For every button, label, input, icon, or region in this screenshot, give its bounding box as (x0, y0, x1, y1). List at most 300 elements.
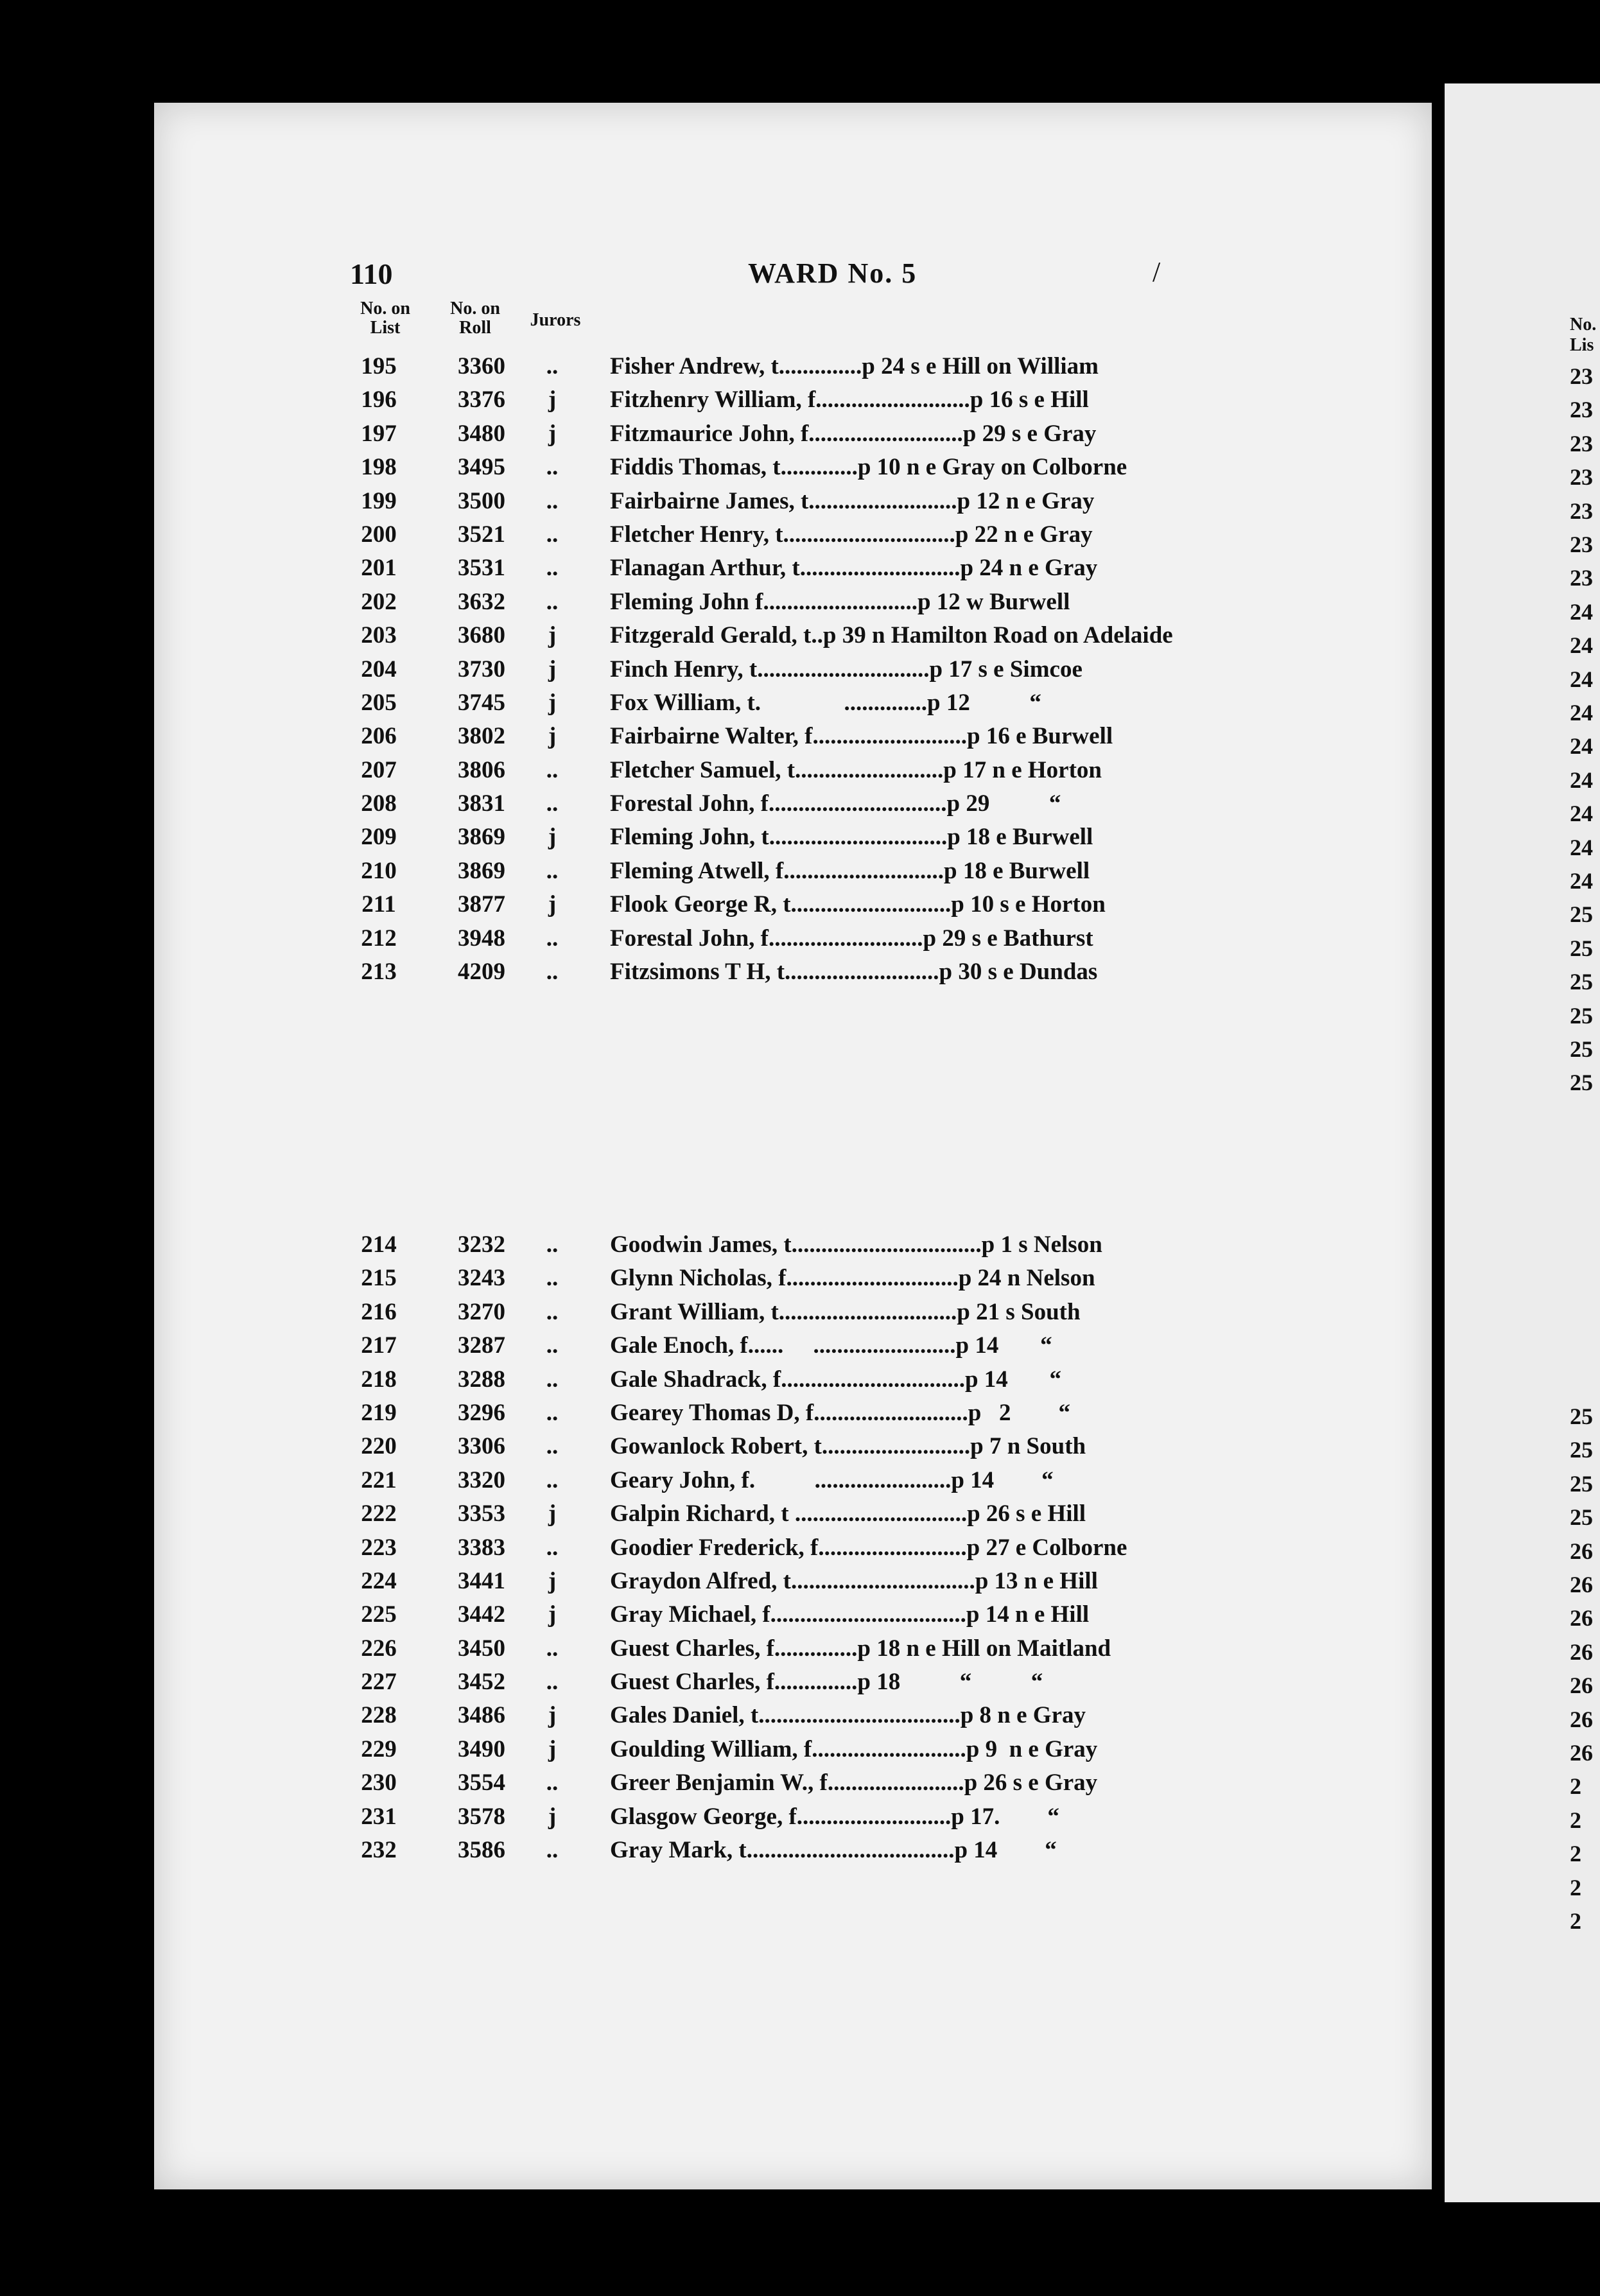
facing-page-number: 25 (1570, 1437, 1593, 1463)
list-entry-row (350, 855, 1294, 888)
juror-mark-value: .. (546, 555, 559, 582)
juror-mark (533, 754, 571, 787)
list-entry-row (350, 1497, 1294, 1531)
juror-mark-value: j (548, 420, 557, 447)
roll-number (446, 1733, 517, 1766)
list-number (350, 1363, 408, 1396)
facing-page-number: 26 (1570, 1572, 1593, 1597)
entry-text-value: Greer Benjamin W., f.......................p 26 s e Gray (610, 1770, 1098, 1796)
juror-mark-value: .. (546, 1399, 559, 1426)
list-entry-row (350, 1430, 1294, 1463)
list-number (350, 787, 408, 821)
roll-number-value: 3869 (458, 857, 505, 884)
entry-text (610, 1464, 1291, 1497)
list-entry-row (350, 586, 1294, 619)
list-number (350, 1733, 408, 1766)
juror-mark (533, 653, 571, 686)
roll-number-value: 3877 (458, 891, 505, 918)
juror-mark (533, 1531, 571, 1565)
juror-mark-value: .. (546, 756, 559, 783)
roll-number (446, 1766, 517, 1800)
roll-number-value: 3948 (458, 925, 505, 952)
entry-text (610, 1598, 1291, 1631)
list-entry-row (350, 1531, 1294, 1565)
entry-text (610, 754, 1291, 787)
page-title: WARD No. 5 (748, 257, 917, 289)
roll-number (446, 1598, 517, 1631)
juror-mark-value: j (548, 1702, 557, 1729)
entry-text (610, 1531, 1291, 1565)
facing-page-number: 25 (1570, 935, 1593, 961)
facing-page-number: 25 (1570, 1036, 1593, 1062)
facing-page-number: 23 (1570, 532, 1593, 557)
roll-number-value: 4209 (458, 959, 505, 986)
header-roll-number: No. on Roll (450, 299, 500, 338)
roll-number (446, 1262, 517, 1295)
juror-mark-value: .. (546, 1332, 559, 1359)
juror-mark (533, 686, 571, 720)
juror-mark (533, 821, 571, 854)
juror-mark (533, 1733, 571, 1766)
juror-mark (533, 586, 571, 619)
roll-number-value: 3586 (458, 1837, 505, 1864)
roll-number (446, 888, 517, 921)
facing-page-number: 24 (1570, 632, 1593, 659)
entry-text (610, 922, 1291, 955)
juror-mark (533, 1800, 571, 1834)
list-number (350, 586, 408, 619)
list-number (350, 754, 408, 787)
entry-text (610, 1396, 1291, 1430)
juror-mark (533, 787, 571, 821)
juror-mark-value: .. (546, 353, 559, 379)
list-number-value: 206 (361, 723, 397, 750)
entry-text-value: Gales Daniel, t..................................p 8 n e Gray (610, 1702, 1086, 1729)
list-entry-row (350, 754, 1294, 787)
juror-mark-value: .. (546, 857, 559, 884)
juror-mark (533, 1665, 571, 1699)
list-entry-row (350, 1766, 1294, 1800)
facing-page-header: No. Lis (1570, 315, 1597, 355)
list-number (350, 451, 408, 484)
roll-number-value: 3320 (458, 1466, 505, 1493)
roll-number (446, 1430, 517, 1463)
entry-text-value: Fox William, t. ..............p 12 “ (610, 689, 1041, 716)
juror-mark-value: j (548, 689, 557, 716)
entry-text-value: Gray Mark, t...................................p 14 “ (610, 1837, 1057, 1864)
entry-text-value: Graydon Alfred, t...............................p 13 n e Hill (610, 1567, 1098, 1594)
list-number-value: 207 (361, 756, 397, 783)
juror-mark-value: .. (546, 1366, 559, 1393)
list-entry-row (350, 1565, 1294, 1598)
roll-number (446, 1363, 517, 1396)
juror-mark (533, 1497, 571, 1531)
juror-mark-value: .. (546, 1635, 559, 1662)
roll-number (446, 586, 517, 619)
juror-mark-value: j (548, 1735, 557, 1762)
list-number-value: 227 (361, 1669, 397, 1696)
roll-number-value: 3680 (458, 622, 505, 649)
list-entry-row (350, 653, 1294, 686)
juror-mark-value: j (548, 656, 557, 683)
list-number (350, 1632, 408, 1665)
juror-mark-value: j (548, 1567, 557, 1594)
list-entry-row (350, 888, 1294, 921)
voter-list-block-f (350, 350, 1294, 989)
roll-number (446, 1396, 517, 1430)
roll-number (446, 955, 517, 989)
juror-mark-value: .. (546, 1265, 559, 1292)
roll-number-value: 3441 (458, 1567, 505, 1594)
juror-mark-value: .. (546, 1433, 559, 1460)
list-number (350, 922, 408, 955)
list-entry-row (350, 1228, 1294, 1262)
roll-number (446, 552, 517, 585)
list-number (350, 1497, 408, 1531)
list-entry-row (350, 485, 1294, 518)
entry-text (610, 417, 1291, 451)
entry-text (610, 720, 1291, 753)
juror-mark-value: .. (546, 454, 559, 481)
entry-text (610, 653, 1291, 686)
juror-mark-value: j (548, 1601, 557, 1628)
list-number-value: 223 (361, 1534, 397, 1561)
list-number (350, 552, 408, 585)
entry-text (610, 1665, 1291, 1699)
facing-page-number: 24 (1570, 801, 1593, 827)
list-number-value: 229 (361, 1735, 397, 1762)
juror-mark-value: j (548, 824, 557, 851)
juror-mark (533, 1262, 571, 1295)
list-number-value: 209 (361, 824, 397, 851)
roll-number-value: 3360 (458, 353, 505, 379)
list-number (350, 1598, 408, 1631)
roll-number-value: 3288 (458, 1366, 505, 1393)
facing-page-number: 26 (1570, 1740, 1593, 1766)
facing-page-number: 23 (1570, 430, 1593, 457)
entry-text-value: Gray Michael, f.................................p 14 n e Hill (610, 1601, 1090, 1628)
juror-mark-value: .. (546, 1837, 559, 1864)
list-number-value: 210 (361, 857, 397, 884)
entry-text (610, 1766, 1291, 1800)
entry-text (610, 1733, 1291, 1766)
entry-text-value: Guest Charles, f..............p 18 n e Hill on Maitland (610, 1635, 1111, 1662)
roll-number-value: 3802 (458, 723, 505, 750)
juror-mark (533, 1699, 571, 1732)
list-number-value: 208 (361, 790, 397, 817)
facing-page-number: 2 (1570, 1841, 1581, 1867)
juror-mark (533, 1329, 571, 1362)
list-entry-row (350, 383, 1294, 417)
roll-number-value: 3270 (458, 1298, 505, 1325)
roll-number-value: 3243 (458, 1265, 505, 1292)
entry-text (610, 855, 1291, 888)
juror-mark-value: j (548, 1500, 557, 1527)
entry-text-value: Fiddis Thomas, t.............p 10 n e Gray on Colborne (610, 454, 1127, 481)
juror-mark (533, 922, 571, 955)
juror-mark (533, 1464, 571, 1497)
facing-page-number: 24 (1570, 767, 1593, 793)
entry-text-value: Fitzsimons T H, t..........................p 30 s e Dundas (610, 959, 1098, 986)
juror-mark (533, 1396, 571, 1430)
list-entry-row (350, 1363, 1294, 1396)
list-number (350, 1296, 408, 1329)
entry-text (610, 1363, 1291, 1396)
list-number (350, 1531, 408, 1565)
roll-number (446, 787, 517, 821)
entry-text (610, 350, 1291, 383)
list-number-value: 226 (361, 1635, 397, 1662)
list-number-value: 200 (361, 521, 397, 548)
list-number (350, 1800, 408, 1834)
list-number-value: 197 (361, 420, 397, 447)
roll-number-value: 3296 (458, 1399, 505, 1426)
list-entry-row (350, 1296, 1294, 1329)
juror-mark (533, 1228, 571, 1262)
roll-number-value: 3232 (458, 1231, 505, 1258)
entry-text-value: Goodwin James, t................................p 1 s Nelson (610, 1231, 1102, 1258)
list-number (350, 1834, 408, 1867)
entry-text (610, 451, 1291, 484)
list-number-value: 201 (361, 555, 397, 582)
facing-page-number: 25 (1570, 901, 1593, 928)
entry-text (610, 1800, 1291, 1834)
facing-page-number: 23 (1570, 565, 1593, 591)
juror-mark (533, 1766, 571, 1800)
roll-number-value: 3578 (458, 1803, 505, 1830)
roll-number-value: 3495 (458, 454, 505, 481)
list-entry-row (350, 1598, 1294, 1631)
juror-mark (533, 1834, 571, 1867)
list-number (350, 383, 408, 417)
list-number-value: 205 (361, 689, 397, 716)
roll-number (446, 1665, 517, 1699)
list-entry-row (350, 821, 1294, 854)
list-number (350, 518, 408, 552)
entry-text (610, 1699, 1291, 1732)
roll-number (446, 720, 517, 753)
list-number-value: 213 (361, 959, 397, 986)
entry-text-value: Goulding William, f..........................p 9 n e Gray (610, 1735, 1098, 1762)
list-number-value: 196 (361, 387, 397, 413)
roll-number (446, 383, 517, 417)
juror-mark (533, 518, 571, 552)
roll-number-value: 3376 (458, 387, 505, 413)
list-entry-row (350, 552, 1294, 585)
roll-number (446, 1296, 517, 1329)
list-entry-row (350, 1699, 1294, 1732)
roll-number-value: 3869 (458, 824, 505, 851)
entry-text (610, 1497, 1291, 1531)
list-number (350, 955, 408, 989)
juror-mark-value: .. (546, 1466, 559, 1493)
roll-number-value: 3831 (458, 790, 505, 817)
list-number (350, 1396, 408, 1430)
entry-text-value: Glynn Nicholas, f.............................p 24 n Nelson (610, 1265, 1095, 1292)
list-number (350, 1329, 408, 1362)
entry-text-value: Geary John, f. .......................p 14 “ (610, 1466, 1054, 1493)
entry-text-value: Fisher Andrew, t..............p 24 s e Hill on William (610, 353, 1099, 379)
facing-page-number: 23 (1570, 464, 1593, 491)
entry-text (610, 1329, 1291, 1362)
list-entry-row (350, 1464, 1294, 1497)
roll-number-value: 3531 (458, 555, 505, 582)
roll-number-value: 3554 (458, 1770, 505, 1796)
page-number: 110 (350, 257, 393, 290)
roll-number-value: 3450 (458, 1635, 505, 1662)
roll-number-value: 3287 (458, 1332, 505, 1359)
juror-mark-value: .. (546, 790, 559, 817)
margin-mark: / (1152, 256, 1161, 288)
roll-number (446, 1228, 517, 1262)
list-entry-row (350, 1396, 1294, 1430)
roll-number-value: 3632 (458, 588, 505, 615)
list-number-value: 225 (361, 1601, 397, 1628)
list-number-value: 199 (361, 487, 397, 514)
roll-number (446, 686, 517, 720)
list-entry-row (350, 787, 1294, 821)
juror-mark-value: .. (546, 1231, 559, 1258)
roll-number-value: 3806 (458, 756, 505, 783)
facing-page-number: 26 (1570, 1673, 1593, 1699)
list-number-value: 195 (361, 353, 397, 379)
entry-text-value: Forestal John, f..........................p 29 s e Bathurst (610, 925, 1093, 952)
juror-mark (533, 1430, 571, 1463)
entry-text (610, 1430, 1291, 1463)
entry-text (610, 1632, 1291, 1665)
list-number-value: 219 (361, 1399, 397, 1426)
entry-text-value: Fletcher Samuel, t.........................p 17 n e Horton (610, 756, 1102, 783)
entry-text-value: Gale Enoch, f...... ........................p 14 “ (610, 1332, 1052, 1359)
roll-number-value: 3480 (458, 420, 505, 447)
roll-number (446, 417, 517, 451)
entry-text (610, 686, 1291, 720)
list-number (350, 1464, 408, 1497)
juror-mark (533, 619, 571, 652)
roll-number (446, 485, 517, 518)
juror-mark-value: .. (546, 959, 559, 986)
list-entry-row (350, 350, 1294, 383)
list-number (350, 720, 408, 753)
entry-text-value: Fitzgerald Gerald, t..p 39 n Hamilton Road on Adelaide (610, 622, 1173, 649)
entry-text (610, 518, 1291, 552)
entry-text (610, 787, 1291, 821)
entry-text-value: Guest Charles, f..............p 18 “ “ (610, 1669, 1043, 1696)
entry-text (610, 1296, 1291, 1329)
roll-number (446, 1699, 517, 1732)
page-header (350, 257, 1294, 295)
entry-text-value: Goodier Frederick, f.........................p 27 e Colborne (610, 1534, 1127, 1561)
list-number-value: 218 (361, 1366, 397, 1393)
list-number (350, 1565, 408, 1598)
facing-page-number: 25 (1570, 1470, 1593, 1497)
roll-number (446, 1531, 517, 1565)
entry-text (610, 1262, 1291, 1295)
entry-text-value: Gearey Thomas D, f..........................p 2 “ (610, 1399, 1071, 1426)
list-entry-row (350, 955, 1294, 989)
juror-mark (533, 1598, 571, 1631)
facing-page-number: 25 (1570, 1404, 1593, 1429)
juror-mark (533, 720, 571, 753)
roll-number (446, 855, 517, 888)
entry-text (610, 586, 1291, 619)
list-entry-row (350, 922, 1294, 955)
facing-page-number: 23 (1570, 363, 1593, 389)
juror-mark-value: .. (546, 925, 559, 952)
list-number (350, 417, 408, 451)
facing-page-number: 25 (1570, 1504, 1593, 1531)
list-number (350, 1262, 408, 1295)
list-entry-row (350, 1733, 1294, 1766)
roll-number (446, 350, 517, 383)
entry-text (610, 619, 1291, 652)
facing-page-number: 2 (1570, 1908, 1581, 1934)
roll-number (446, 518, 517, 552)
roll-number (446, 1565, 517, 1598)
list-entry-row (350, 451, 1294, 484)
list-number-value: 215 (361, 1265, 397, 1292)
juror-mark-value: .. (546, 588, 559, 615)
juror-mark (533, 1632, 571, 1665)
facing-page-number: 25 (1570, 1002, 1593, 1029)
roll-number-value: 3730 (458, 656, 505, 683)
entry-text-value: Fleming Atwell, f...........................p 18 e Burwell (610, 857, 1090, 884)
roll-number-value: 3521 (458, 521, 505, 548)
facing-page-number: 26 (1570, 1639, 1593, 1665)
juror-mark-value: .. (546, 1669, 559, 1696)
facing-page-number: 26 (1570, 1706, 1593, 1732)
list-number-value: 231 (361, 1803, 397, 1830)
entry-text (610, 485, 1291, 518)
juror-mark (533, 383, 571, 417)
entry-text-value: Fleming John f..........................p 12 w Burwell (610, 588, 1070, 615)
roll-number (446, 451, 517, 484)
roll-number-value: 3442 (458, 1601, 505, 1628)
list-number-value: 211 (361, 891, 396, 918)
entry-text-value: Glasgow George, f..........................p 17. “ (610, 1803, 1059, 1830)
entry-text (610, 821, 1291, 854)
list-number (350, 619, 408, 652)
list-entry-row (350, 619, 1294, 652)
entry-text-value: Fleming John, t..............................p 18 e Burwell (610, 824, 1093, 851)
entry-text-value: Gale Shadrack, f...............................p 14 “ (610, 1366, 1062, 1393)
entry-text (610, 888, 1291, 921)
facing-page-number: 25 (1570, 1070, 1593, 1096)
facing-page-number: 24 (1570, 700, 1593, 726)
entry-text-value: Fletcher Henry, t.............................p 22 n e Gray (610, 521, 1093, 548)
juror-mark-value: .. (546, 1770, 559, 1796)
juror-mark-value: j (548, 723, 557, 750)
list-number (350, 1766, 408, 1800)
juror-mark (533, 1363, 571, 1396)
roll-number (446, 619, 517, 652)
juror-mark (533, 485, 571, 518)
juror-mark-value: .. (546, 521, 559, 548)
juror-mark (533, 552, 571, 585)
juror-mark (533, 451, 571, 484)
list-number (350, 1228, 408, 1262)
facing-page-number: 24 (1570, 598, 1593, 625)
roll-number (446, 922, 517, 955)
roll-number-value: 3486 (458, 1702, 505, 1729)
facing-page-number: 2 (1570, 1807, 1581, 1833)
juror-mark-value: j (548, 891, 557, 918)
facing-page-number: 24 (1570, 868, 1593, 894)
roll-number-value: 3745 (458, 689, 505, 716)
list-number (350, 821, 408, 854)
roll-number-value: 3383 (458, 1534, 505, 1561)
juror-mark (533, 1296, 571, 1329)
